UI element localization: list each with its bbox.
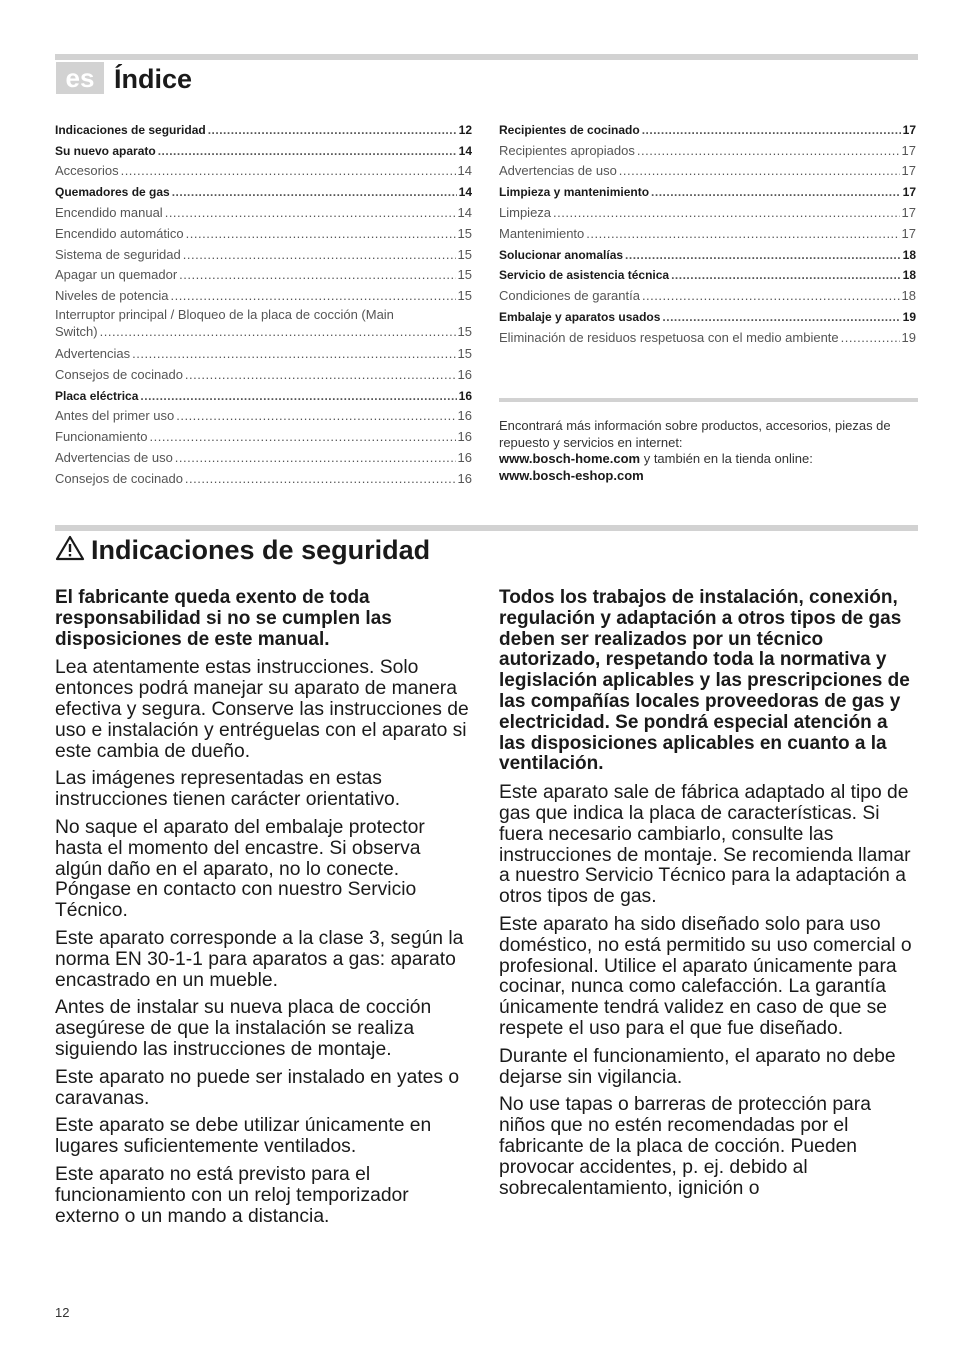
toc-entry-page: 12 bbox=[458, 122, 472, 137]
toc-entry[interactable] bbox=[55, 241, 472, 262]
toc-leader-dots bbox=[642, 288, 900, 303]
toc-leader-dots bbox=[553, 205, 900, 220]
toc-entry[interactable] bbox=[499, 220, 916, 241]
toc-entry-label: Accesorios bbox=[55, 163, 119, 179]
toc-entry-page: 17 bbox=[902, 122, 916, 137]
safety-paragraph: Lea atentamente estas instrucciones. Solo entonces podrá manejar su aparato de manera efectiva y segura. Conserve las instrucciones de uso e instalación y entréguelas con el aparato si este cambia de dueño. bbox=[55, 657, 469, 762]
toc-entry-page: 15 bbox=[457, 345, 472, 361]
toc-entry[interactable] bbox=[55, 220, 472, 241]
toc-entry[interactable] bbox=[499, 262, 916, 283]
toc-entry[interactable] bbox=[499, 137, 916, 158]
toc-entry-page: 14 bbox=[458, 185, 472, 200]
toc-entry[interactable] bbox=[55, 262, 472, 283]
toc-entry-label: Consejos de cocinado bbox=[55, 366, 183, 382]
toc-leader-dots bbox=[637, 143, 900, 158]
safety-paragraph: No saque el aparato del embalaje protector hasta el momento del encastre. Si observa algún daño en el aparato, no lo conecte. Póngase en contacto con nuestro Servicio Técnico. bbox=[55, 816, 425, 922]
toc-entry-label: Encendido automático bbox=[55, 225, 184, 241]
toc-entry-label: Sistema de seguridad bbox=[55, 246, 181, 262]
toc-left-column bbox=[55, 116, 472, 486]
toc-leader-dots bbox=[651, 185, 901, 199]
toc-entry-label: Quemadores de gas bbox=[55, 185, 170, 200]
safety-paragraph: Durante el funcionamiento, el aparato no debe dejarse sin vigilancia. bbox=[499, 1045, 896, 1088]
toc-leader-dots bbox=[170, 288, 455, 303]
toc-leader-dots bbox=[671, 268, 901, 282]
toc-entry-label: Placa eléctrica bbox=[55, 388, 139, 403]
toc-entry-label: Advertencias de uso bbox=[499, 163, 617, 179]
toc-entry[interactable] bbox=[55, 340, 472, 361]
toc-entry-page: 15 bbox=[457, 225, 472, 241]
safety-left-column bbox=[55, 588, 471, 1234]
top-rule bbox=[55, 54, 918, 60]
toc-entry-page: 14 bbox=[458, 143, 472, 158]
toc-entry[interactable] bbox=[55, 382, 472, 403]
toc-leader-dots bbox=[121, 163, 456, 178]
toc-entry-page: 16 bbox=[457, 429, 472, 445]
toc-leader-dots bbox=[100, 323, 456, 340]
bosch-home-link[interactable]: www.bosch-home.com bbox=[499, 451, 641, 466]
toc-entry-label: Solucionar anomalías bbox=[499, 247, 624, 262]
toc-leader-dots bbox=[179, 267, 455, 282]
toc-entry-label: Interruptor principal / Bloqueo de la placa de cocción (Main bbox=[55, 307, 394, 323]
toc-leader-dots bbox=[150, 429, 456, 444]
toc-entry-page: 16 bbox=[457, 366, 472, 382]
toc-leader-dots bbox=[158, 144, 457, 158]
toc-entry-label: Niveles de potencia bbox=[55, 288, 169, 304]
toc-leader-dots bbox=[172, 185, 457, 199]
toc-leader-dots bbox=[642, 123, 901, 137]
toc-leader-dots bbox=[662, 310, 900, 324]
toc-entry-label: Encendido manual bbox=[55, 204, 163, 220]
toc-entry-page: 19 bbox=[902, 309, 916, 324]
info-rule bbox=[499, 398, 918, 402]
toc-entry-label: Embalaje y aparatos usados bbox=[499, 309, 661, 324]
info-block bbox=[499, 418, 899, 484]
toc-entry[interactable] bbox=[499, 282, 916, 303]
safety-paragraph: Este aparato se debe utilizar únicamente en lugares suficientemente ventilados. bbox=[55, 1115, 432, 1158]
toc-entry-page: 16 bbox=[457, 470, 472, 486]
warning-triangle-icon bbox=[55, 535, 85, 569]
toc-entry-page: 15 bbox=[457, 324, 472, 340]
toc-entry[interactable] bbox=[499, 116, 916, 137]
toc-leader-dots bbox=[841, 330, 900, 345]
toc-leader-dots bbox=[175, 450, 456, 465]
toc-leader-dots bbox=[165, 205, 456, 220]
toc-leader-dots bbox=[185, 367, 456, 382]
toc-entry-page: 15 bbox=[457, 288, 472, 304]
toc-entry-label: Consejos de cocinado bbox=[55, 470, 183, 486]
toc-entry-page: 14 bbox=[457, 163, 472, 179]
safety-paragraph: Este aparato no está previsto para el funcionamiento con un reloj temporizador externo o un mando a distancia. bbox=[55, 1163, 409, 1227]
safety-paragraph: Este aparato sale de fábrica adaptado al tipo de gas que indica la placa de características. Si fuera necesario cambiarlo, consulte las instrucciones de montaje. Se recomienda llamar a nuestro Servicio Técnico para la adaptación a otros tipos de gas. bbox=[499, 782, 911, 908]
toc-entry-label: Recipientes apropiados bbox=[499, 142, 635, 158]
toc-entry-page: 15 bbox=[457, 267, 472, 283]
toc-entry-label: Antes del primer uso bbox=[55, 408, 175, 424]
toc-entry[interactable] bbox=[499, 241, 916, 262]
safety-paragraph: Este aparato no puede ser instalado en yates o caravanas. bbox=[55, 1066, 460, 1109]
toc-entry[interactable] bbox=[55, 116, 472, 137]
toc-entry-page: 17 bbox=[902, 185, 916, 200]
toc-entry-page: 17 bbox=[901, 225, 916, 241]
toc-leader-dots bbox=[132, 346, 455, 361]
toc-entry-page: 16 bbox=[458, 388, 472, 403]
toc-entry[interactable] bbox=[55, 158, 472, 179]
toc-entry[interactable] bbox=[55, 423, 472, 444]
toc-entry-page: 17 bbox=[901, 142, 916, 158]
toc-leader-dots bbox=[619, 163, 900, 178]
safety-rule bbox=[55, 525, 918, 531]
toc-entry-label: Indicaciones de seguridad bbox=[55, 122, 206, 137]
index-title: Índice bbox=[114, 64, 193, 94]
toc-entry[interactable] bbox=[55, 282, 472, 303]
toc-entry-label: Advertencias de uso bbox=[55, 449, 173, 465]
safety-title-text: Indicaciones de seguridad bbox=[91, 535, 431, 565]
toc-leader-dots bbox=[176, 408, 455, 423]
toc-entry[interactable] bbox=[499, 158, 916, 179]
toc-entry-label: Mantenimiento bbox=[499, 225, 585, 241]
safety-right-lead: Todos los trabajos de instalación, conexión, regulación y adaptación a otros tipos de gas deben ser realizados por un técnico autorizado, respetando toda la normativa y legislación aplicables y las prescripciones de las compañías locales proveedoras de gas y electricidad. Se pondrá especial atención a las disposiciones aplicables en cuanto a la ventilación. bbox=[499, 587, 910, 775]
toc-entry-page: 17 bbox=[901, 163, 916, 179]
toc-entry-label: Funcionamiento bbox=[55, 429, 148, 445]
toc-entry[interactable] bbox=[55, 178, 472, 199]
toc-entry-label: Servicio de asistencia técnica bbox=[499, 268, 670, 283]
toc-leader-dots bbox=[183, 247, 456, 262]
safety-right-column bbox=[499, 588, 915, 1206]
toc-entry-label: Recipientes de cocinado bbox=[499, 122, 640, 137]
toc-entry-label: Apagar un quemador bbox=[55, 267, 178, 283]
safety-paragraph: Este aparato corresponde a la clase 3, según la norma EN 30-1-1 para aparatos a gas: aparato encastrado en un mueble. bbox=[55, 927, 464, 991]
toc-entry[interactable] bbox=[499, 178, 916, 199]
toc-leader-dots bbox=[186, 226, 456, 241]
toc-entry-page: 14 bbox=[457, 204, 472, 220]
safety-paragraph: Las imágenes representadas en estas instrucciones tienen carácter orientativo. bbox=[55, 768, 401, 811]
toc-entry-page: 18 bbox=[902, 268, 916, 283]
toc-leader-dots bbox=[586, 226, 899, 241]
info-text: Encontrará más información sobre productos, accesorios, piezas de repuesto y servicios en internet: bbox=[499, 418, 891, 450]
toc-entry-label: Eliminación de residuos respetuosa con el medio ambiente bbox=[499, 329, 839, 345]
toc-entry-label: Limpieza y mantenimiento bbox=[499, 185, 650, 200]
safety-left-lead: El fabricante queda exento de toda responsabilidad si no se cumplen las disposiciones de este manual. bbox=[55, 587, 392, 650]
toc-entry-label: Advertencias bbox=[55, 345, 131, 361]
toc-leader-dots bbox=[140, 389, 456, 403]
safety-paragraph: No use tapas o barreras de protección para niños que no estén recomendadas por el fabricante de la placa de cocción. Pueden provocar accidentes, p. ej. debido al sobrecalentamiento, ignición o bbox=[499, 1094, 871, 1199]
toc-entry-page: 16 bbox=[457, 408, 472, 424]
toc-entry[interactable] bbox=[55, 137, 472, 158]
info-mid-text: y también en la tienda online: bbox=[640, 451, 813, 466]
toc-entry-page: 16 bbox=[457, 449, 472, 465]
toc-entry[interactable] bbox=[55, 361, 472, 382]
page-number: 12 bbox=[55, 1305, 70, 1320]
toc-entry-label-cont: Switch) bbox=[55, 324, 98, 340]
toc-entry-label: Condiciones de garantía bbox=[499, 288, 640, 304]
toc-entry[interactable] bbox=[55, 444, 472, 465]
toc-entry-label: Su nuevo aparato bbox=[55, 143, 156, 158]
toc-entry-label: Limpieza bbox=[499, 204, 552, 220]
safety-title bbox=[55, 533, 430, 569]
toc-entry[interactable] bbox=[55, 403, 472, 424]
toc-entry[interactable] bbox=[55, 199, 472, 220]
toc-entry[interactable] bbox=[499, 324, 916, 345]
toc-entry[interactable] bbox=[499, 199, 916, 220]
toc-entry[interactable] bbox=[499, 303, 916, 324]
toc-entry-page: 18 bbox=[901, 288, 916, 304]
toc-right-column bbox=[499, 116, 916, 345]
safety-paragraph: Antes de instalar su nueva placa de cocción asegúrese de que la instalación se realiza siguiendo las instrucciones de montaje. bbox=[55, 997, 432, 1060]
toc-entry[interactable] bbox=[55, 303, 472, 340]
toc-entry-page: 19 bbox=[901, 329, 916, 345]
safety-paragraph: Este aparato ha sido diseñado solo para uso doméstico, no está permitido su uso comercial o profesional. Utilice el aparato únicamente para cocinar, nunca como calefacción. La garantía únicamente tendrá validez en caso de que se respete el uso para el que fue diseñado. bbox=[499, 913, 912, 1039]
toc-entry-page: 15 bbox=[457, 246, 472, 262]
toc-entry-page: 18 bbox=[902, 247, 916, 262]
toc-leader-dots bbox=[185, 471, 456, 486]
bosch-eshop-link[interactable]: www.bosch-eshop.com bbox=[499, 467, 644, 483]
toc-leader-dots bbox=[625, 248, 901, 262]
toc-leader-dots bbox=[208, 123, 457, 137]
language-badge: es bbox=[56, 62, 104, 94]
toc-entry[interactable] bbox=[55, 465, 472, 486]
toc-entry-page: 17 bbox=[901, 204, 916, 220]
